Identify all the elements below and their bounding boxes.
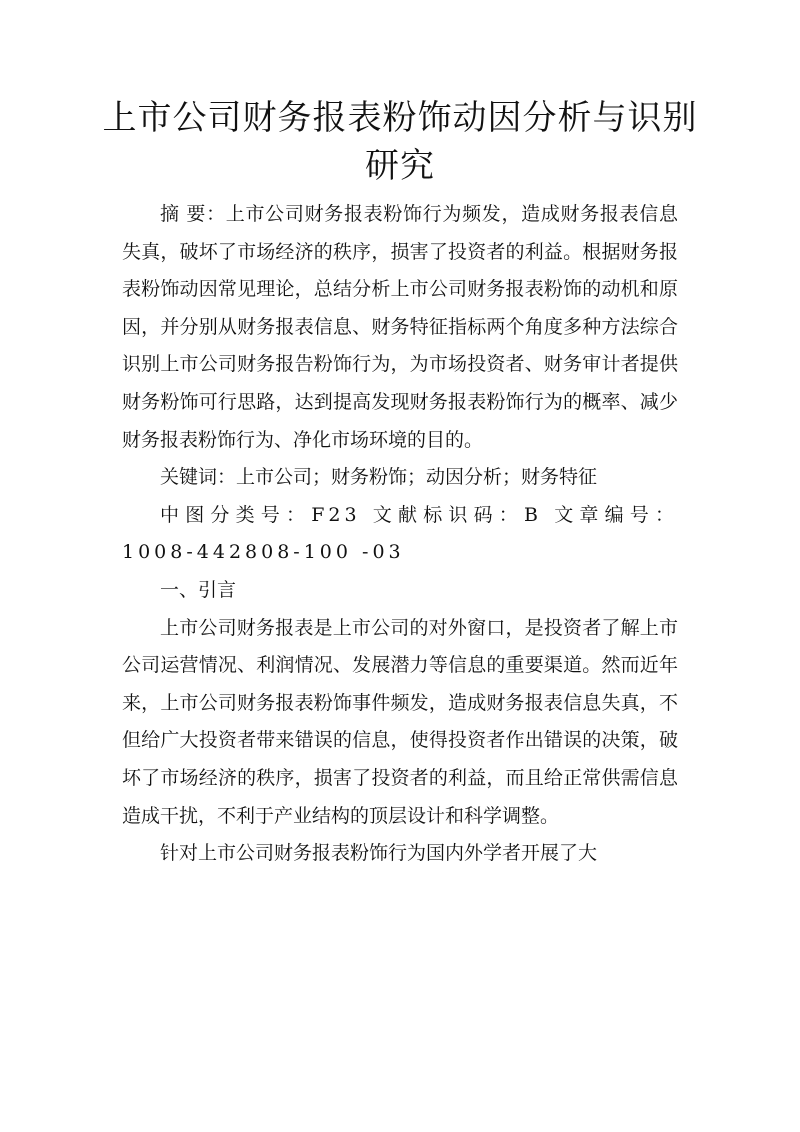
keywords-line: 关键词：上市公司；财务粉饰；动因分析；财务特征 <box>160 466 598 489</box>
body-paragraph: 上市公司财务报表是上市公司的对外窗口，是投资者了解上市公司运营情况、利润情况、发展潜力等信息的重要渠道。然而近年来，上市公司财务报表粉饰事件频发，造成财务报表信息失真，不但给广大投资者带来错误的信息，使得投资者作出错误的决策，破坏了市场经济的秩序，损害了投资者的利益，而且给正常供需信息造成干扰，不利于产业结构的顶层设计和科学调整。 <box>122 616 678 827</box>
body-paragraph-continued: 针对上市公司财务报表粉饰行为国内外学者开展了大 <box>160 842 598 865</box>
section-heading: 一、引言 <box>160 578 237 601</box>
document-title: 上市公司财务报表粉饰动因分析与识别研究 <box>102 98 698 186</box>
classification-line: 中图分类号：F23 文献标识码：B 文章编号：1008-442808-100 -03 <box>122 503 678 564</box>
document-body <box>122 196 678 873</box>
abstract-paragraph: 摘 要：上市公司财务报表粉饰行为频发，造成财务报表信息失真，破坏了市场经济的秩序，损害了投资者的利益。根据财务报表粉饰动因常见理论，总结分析上市公司财务报表粉饰的动机和原因，并分别从财务报表信息、财务特征指标两个角度多种方法综合识别上市公司财务报告粉饰行为，为市场投资者、财务审计者提供财务粉饰可行思路，达到提高发现财务报表粉饰行为的概率、减少财务报表粉饰行为、净化市场环境的目的。 <box>122 203 678 451</box>
